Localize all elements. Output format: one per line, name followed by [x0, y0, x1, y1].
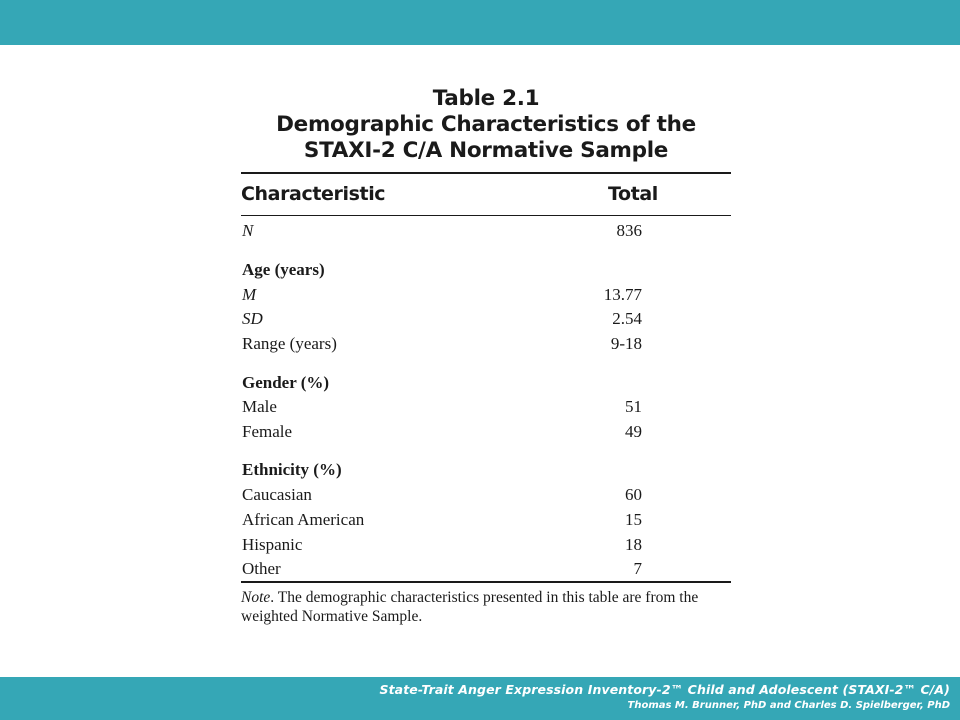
table-row-caucasian: [241, 484, 731, 506]
table-subtitle-line-1: Demographic Characteristics of the: [276, 112, 696, 137]
row-label: N: [242, 221, 254, 240]
table-row-n: [241, 220, 731, 242]
column-header-total: Total: [608, 183, 658, 205]
row-value: 7: [633, 559, 642, 578]
table-section-gender: [241, 372, 731, 394]
section-label: Gender (%): [242, 373, 330, 392]
table-title: Table 2.1: [432, 86, 540, 111]
row-value: 18: [625, 535, 642, 554]
table-row-male: [241, 396, 731, 418]
table-row-mean: [241, 284, 731, 306]
section-label: Age (years): [242, 260, 325, 279]
table-row-range: [241, 333, 731, 355]
row-value: 15: [625, 510, 642, 529]
row-value: 49: [625, 422, 642, 441]
table-row-hispanic: [241, 534, 731, 556]
table-row-sd: [241, 308, 731, 330]
note-text: . The demographic characteristics presented in this table are from the weighted Normative Sample.: [241, 589, 699, 625]
note-label: Note: [241, 589, 271, 606]
row-label: Caucasian: [242, 485, 312, 504]
table-section-ethnicity: [241, 459, 731, 481]
table-row-other: [241, 558, 731, 580]
section-label: Ethnicity (%): [242, 460, 342, 479]
table-row-female: [241, 421, 731, 443]
table-note: [241, 588, 736, 626]
row-label: African American: [242, 510, 365, 529]
table-subtitle-line-2: STAXI-2 C/A Normative Sample: [303, 138, 669, 163]
row-label: M: [242, 285, 257, 304]
row-value: 60: [625, 485, 642, 504]
row-value: 2.54: [612, 309, 642, 328]
row-value: 13.77: [603, 285, 642, 304]
footer-authors: Thomas M. Brunner, PhD and Charles D. Spielberger, PhD: [627, 700, 950, 711]
row-label: Male: [242, 397, 277, 416]
table-header-rule: [241, 215, 731, 216]
footer-title: State-Trait Anger Expression Inventory-2™ Child and Adolescent (STAXI-2™ C/A): [379, 682, 950, 697]
row-label: Range (years): [242, 334, 337, 353]
top-banner: [0, 0, 960, 45]
row-value: 51: [625, 397, 642, 416]
row-label: SD: [242, 309, 263, 328]
row-value: 9-18: [610, 334, 642, 353]
table-top-rule: [241, 172, 731, 174]
row-label: Female: [242, 422, 293, 441]
row-value: 836: [616, 221, 642, 240]
table-title-block: [241, 86, 731, 164]
table-row-african-american: [241, 509, 731, 531]
table-bottom-rule: [241, 581, 731, 583]
bottom-banner: [0, 677, 960, 720]
table-section-age: [241, 259, 731, 281]
row-label: Other: [242, 559, 281, 578]
row-label: Hispanic: [242, 535, 303, 554]
column-header-characteristic: Characteristic: [241, 183, 386, 205]
